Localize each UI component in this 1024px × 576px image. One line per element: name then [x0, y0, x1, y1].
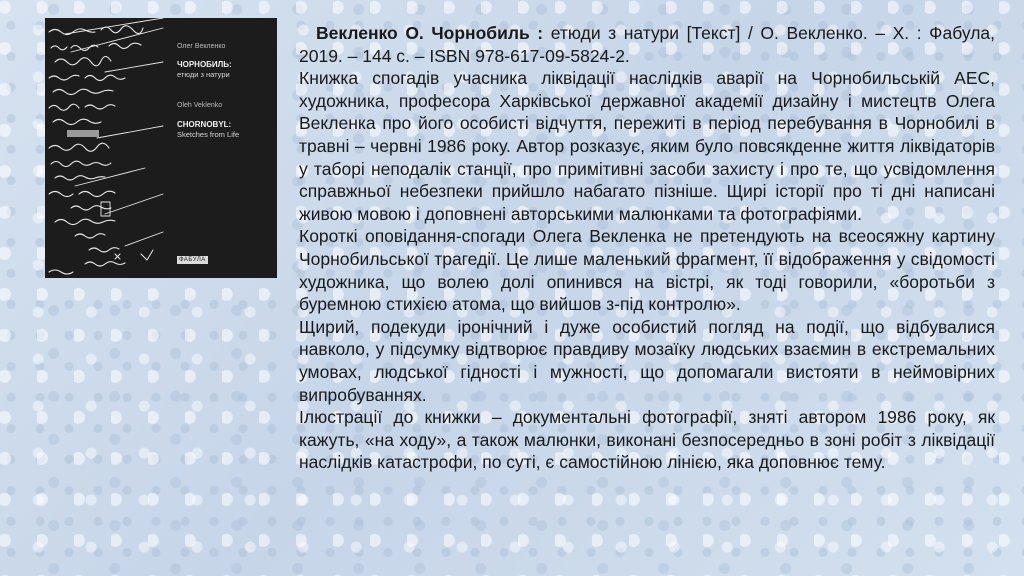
cover-author-ukrainian: Олег Векленко [177, 43, 226, 50]
book-description [299, 22, 995, 474]
description-paragraph: Короткі оповідання-спогади Олега Векленка не претендують на всеосяжну картину Чорнобильської трагедії. Це лише маленький фрагмент, її відображення у свідомості художника, що волею долі опинився на вістрі, як тоді говорили, «боротьби з буремною стихією атома, що вийшов з-під контролю». [299, 226, 995, 315]
cover-subtitle-english: Sketches from Life [177, 130, 240, 139]
cover-publisher-logo: ФАБУЛА [179, 257, 206, 263]
book-cover [45, 18, 277, 278]
description-paragraph: Ілюстрації до книжки – документальні фотографії, зняті автором 1986 року, як кажуть, «на ходу», а також малюнки, виконані безпосередньо в зоні робіт з ліквідації наслідків катастрофи, по суті, є самостійною лінією, яка доповнює тему. [299, 407, 995, 473]
bibliographic-record [299, 22, 995, 67]
cover-title-english: CHORNOBYL: [177, 120, 232, 129]
cover-author-english: Oleh Veklenko [177, 102, 223, 109]
cover-text-block [177, 18, 273, 278]
cover-subtitle-ukrainian: етюди з натури [177, 70, 230, 79]
bibliographic-author-title: Векленко О. Чорнобиль : [316, 23, 544, 43]
description-paragraph: Книжка спогадів учасника ліквідації наслідків аварії на Чорнобильській АЕС, художника, професора Харківської державної академії дизайну і мистецтв Олега Векленка про його особисті відчуття, пережиті в період перебування в Чорнобилі в травні – червні 1986 року. Автор розказує, яким було повсякденне життя ліквідаторів у таборі неподалік станції, про примітивні засоби захисту і про те, що усвідомлення справжньої небезпеки прийшло набагато пізніше. Щирі історії про ті дні написані живою мовою і доповнені авторськими малюнками та фотографіями. [299, 68, 995, 224]
description-paragraph: Щирий, подекуди іронічний і дуже особистий погляд на події, що відбувалися навколо, у підсумку відтворює правдиву мозаїку людських взаємин в екстремальних умовах, людської гідності і мужності, що допомагали вистояти в неймовірних випробуваннях. [299, 316, 995, 405]
cover-title-ukrainian: ЧОРНОБИЛЬ: [177, 60, 232, 69]
cover-handwriting-illustration [45, 18, 167, 278]
bibliographic-details: етюди з натури [Текст] / О. Векленко. – Х. : Фабула, 2019. – 144 с. – ISBN 978-617-09-5824-2. [299, 23, 996, 66]
